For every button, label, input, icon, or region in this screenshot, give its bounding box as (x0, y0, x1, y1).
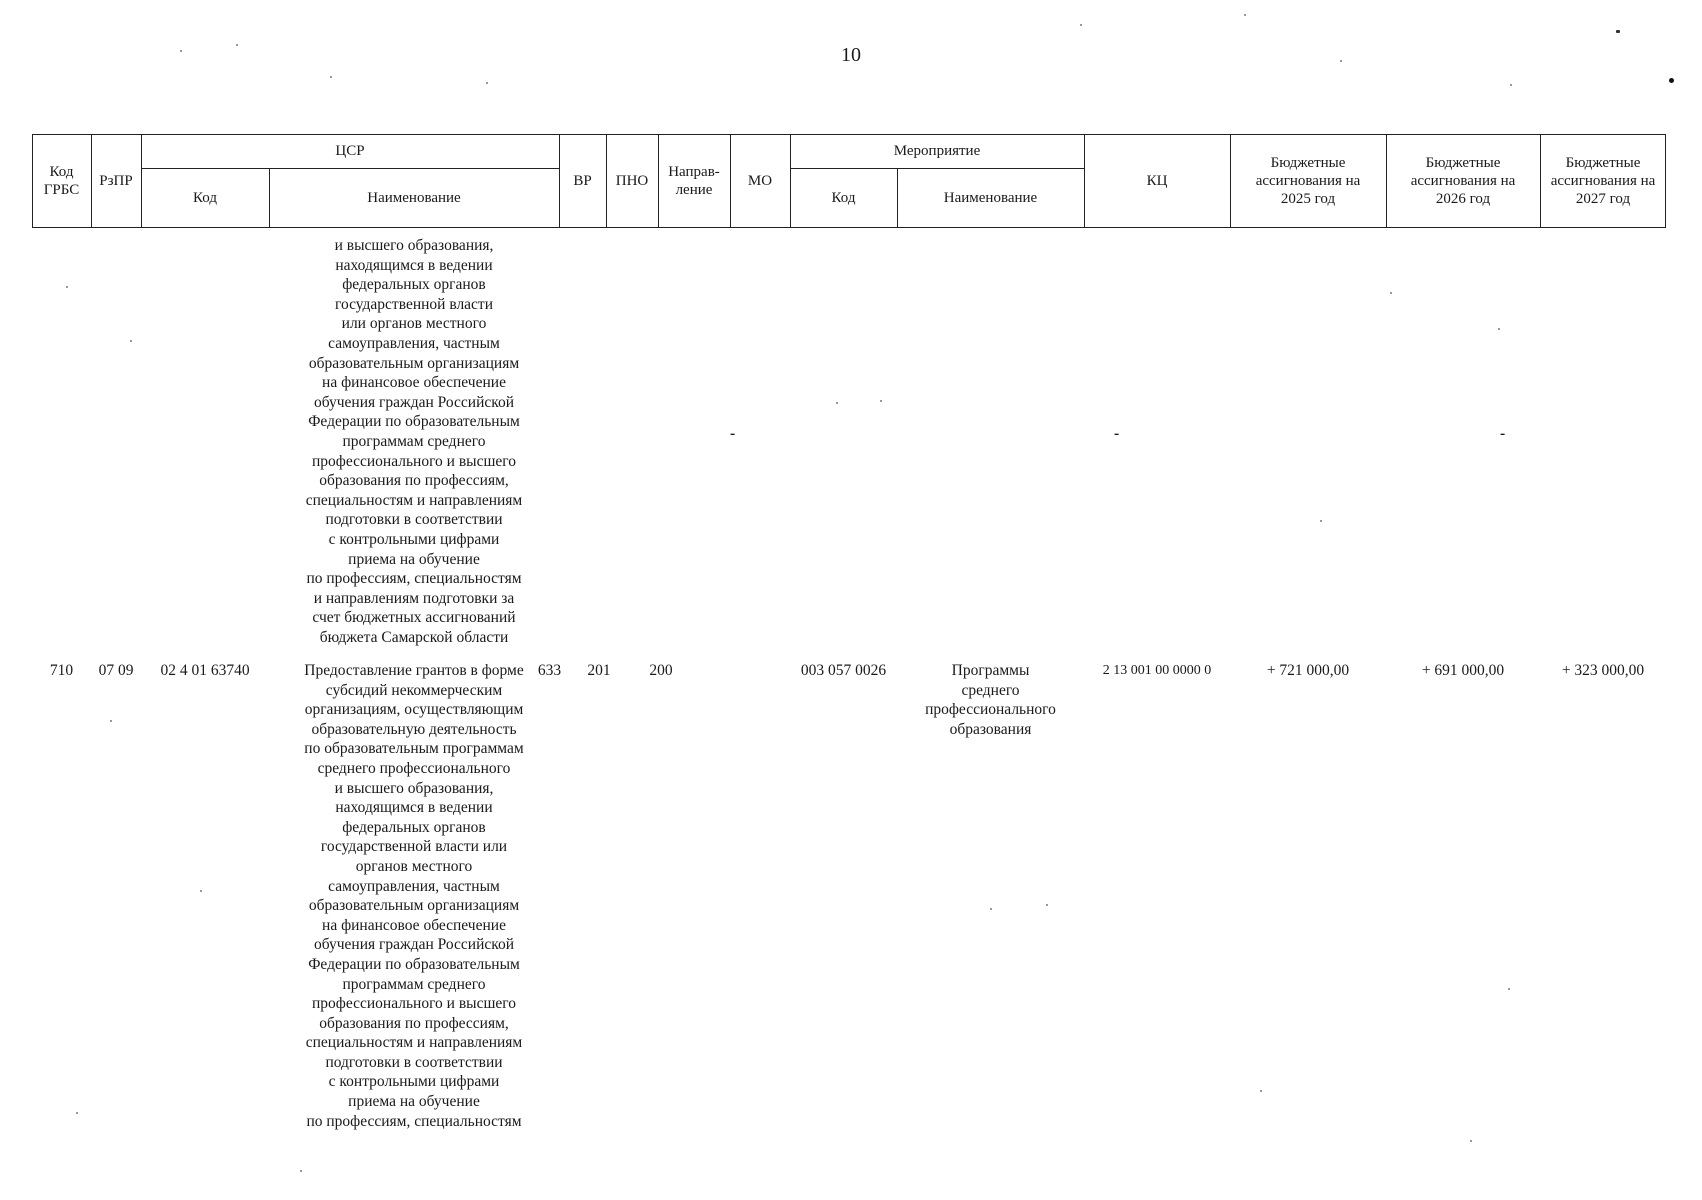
continued-description-line: по профессиям, специальностям (306, 570, 522, 588)
header-csr-kod: Код (193, 190, 217, 206)
continued-description-line: программам среднего (342, 432, 486, 450)
row-b2026: + 691 000,00 (1421, 662, 1505, 679)
row-description-line: на финансовое обеспечение (322, 916, 506, 934)
row-napravlenie: 200 (649, 662, 673, 679)
row-kc: 2 13 001 00 0000 0 (1102, 663, 1212, 678)
row-description-line: Предоставление грантов в форме (304, 662, 524, 679)
continued-description-line: специальностям и направлениям (305, 491, 523, 509)
row-description-line: по образовательным программам (304, 740, 524, 758)
row-kod-grbs: 710 (49, 662, 74, 679)
row-description-line: подготовки в соответствии (325, 1053, 503, 1071)
continued-row-kc-dash: - (1114, 425, 1120, 442)
continued-description-line: федеральных органов (342, 276, 486, 294)
header-meropriyatie: Мероприятие (893, 143, 981, 159)
header-mer-kod: Код (831, 190, 856, 206)
row-description (269, 661, 559, 1131)
budget-table-header (32, 134, 1666, 228)
row-csr-kod: 02 4 01 63740 (160, 662, 250, 679)
continued-description-line: образовательным организациям (308, 354, 520, 372)
row-mer-name (897, 661, 1084, 739)
mer-name-line: среднего (961, 681, 1020, 699)
row-description-line: обучения граждан Российской (313, 936, 515, 954)
row-pno: 201 (587, 662, 611, 679)
continued-description-line: на финансовое обеспечение (322, 374, 506, 392)
header-mo: МО (747, 173, 773, 189)
continued-description-line: приема на обучение (348, 550, 480, 568)
continued-row-b2026-dash: - (1500, 425, 1506, 442)
row-description-line: и высшего образования, (334, 779, 494, 797)
row-b2027: + 323 000,00 (1561, 662, 1645, 679)
mer-name-line: профессионального (925, 701, 1056, 719)
row-description-line: образовательным организациям (308, 897, 520, 915)
continued-description-line: и высшего образования, (334, 237, 494, 254)
continued-description-line: бюджета Самарской области (319, 628, 509, 646)
row-description-line: приема на обучение (348, 1093, 480, 1111)
continued-description-line: самоуправления, частным (328, 334, 500, 352)
row-description-line: образования по профессиям, (319, 1014, 509, 1032)
row-description-line: Федерации по образовательным (308, 955, 520, 973)
continued-row-mer-dash: - (730, 425, 736, 442)
row-vr: 633 (537, 662, 562, 679)
row-rzpr: 07 09 (98, 662, 134, 679)
mer-name-line: Программы (951, 662, 1030, 679)
header-pno: ПНО (615, 173, 649, 189)
row-description-line: находящимся в ведении (335, 799, 493, 817)
continued-description-line: обучения граждан Российской (313, 393, 515, 411)
header-mer-name: Наименование (943, 190, 1038, 206)
header-b2026: Бюджетные ассигнования на 2026 год (1410, 155, 1516, 207)
continued-description-line: и направлениям подготовки за (313, 589, 515, 607)
header-kod-grbs: Код ГРБС (43, 164, 80, 198)
continued-row-description (269, 236, 559, 647)
row-description-line: с контрольными цифрами (328, 1073, 500, 1091)
row-description-line: самоуправления, частным (328, 877, 500, 895)
row-description-line: специальностям и направлениям (305, 1034, 523, 1052)
row-description-line: образовательную деятельность (311, 720, 517, 738)
row-description-line: государственной власти или (320, 838, 508, 856)
header-csr-name: Наименование (367, 190, 461, 206)
header-csr: ЦСР (335, 143, 365, 159)
row-description-line: среднего профессионального (317, 759, 511, 777)
row-description-line: по профессиям, специальностям (306, 1112, 522, 1130)
row-mer-kod: 003 057 0026 (800, 662, 887, 679)
continued-description-line: или органов местного (341, 315, 487, 333)
continued-description-line: профессионального и высшего (312, 452, 516, 470)
continued-description-line: счет бюджетных ассигнований (312, 609, 516, 627)
continued-description-line: Федерации по образовательным (308, 413, 520, 431)
row-description-line: федеральных органов (342, 818, 486, 836)
header-vr: ВР (573, 173, 592, 189)
row-description-line: программам среднего (342, 975, 486, 993)
row-description-line: организациям, осуществляющим (304, 701, 524, 719)
header-b2025: Бюджетные ассигнования на 2025 год (1255, 155, 1361, 207)
header-b2027: Бюджетные ассигнования на 2027 год (1550, 155, 1656, 207)
row-b2025: + 721 000,00 (1266, 662, 1350, 679)
continued-description-line: с контрольными цифрами (328, 530, 500, 548)
row-description-line: субсидий некоммерческим (325, 681, 503, 699)
mer-name-line: образования (949, 720, 1032, 738)
page-number: 10 (841, 44, 861, 66)
continued-description-line: государственной власти (334, 295, 494, 313)
header-kc: КЦ (1146, 173, 1168, 189)
row-description-line: профессионального и высшего (312, 995, 516, 1013)
continued-description-line: находящимся в ведении (335, 256, 493, 274)
header-rzpr: РзПР (99, 173, 133, 189)
continued-description-line: образования по профессиям, (319, 472, 509, 490)
row-description-line: органов местного (355, 857, 473, 875)
header-napravlenie: Направ- ление (668, 164, 720, 198)
continued-description-line: подготовки в соответствии (325, 511, 503, 529)
